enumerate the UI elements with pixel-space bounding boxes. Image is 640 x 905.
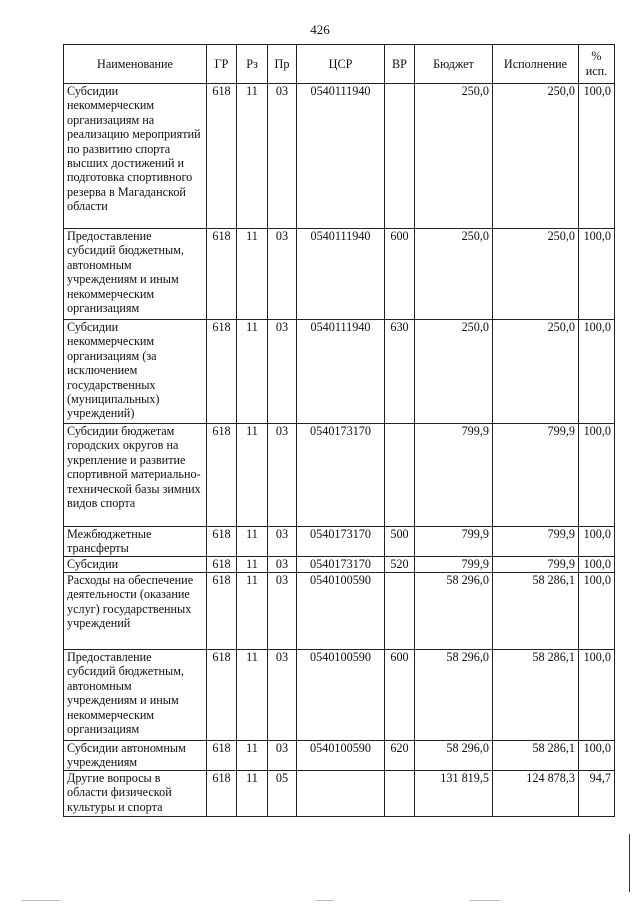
cell-gr: 618 (207, 741, 237, 771)
table-row (64, 527, 615, 557)
cell-execution: 799,9 (493, 527, 579, 557)
cell-gr: 618 (207, 527, 237, 557)
cell-budget: 131 819,5 (415, 771, 493, 817)
header-rz: Рз (237, 45, 268, 84)
cell-execution: 799,9 (493, 424, 579, 527)
cell-percent: 100,0 (579, 424, 615, 527)
cell-pr: 05 (268, 771, 297, 817)
cell-percent: 100,0 (579, 650, 615, 741)
table-row (64, 573, 615, 650)
cell-rz: 11 (237, 527, 268, 557)
cell-pr: 03 (268, 527, 297, 557)
cell-vr (385, 424, 415, 527)
cell-name: Субсидии автономным учреждениям (64, 741, 207, 771)
cell-budget: 799,9 (415, 557, 493, 573)
cell-name: Субсидии бюджетам городских округов на укрепление и развитие спортивной материально-технической базы зимних видов спорта (64, 424, 207, 527)
cell-execution: 250,0 (493, 229, 579, 320)
cell-percent: 100,0 (579, 573, 615, 650)
scan-edge-mark (629, 834, 630, 892)
scan-artifact-line (316, 900, 334, 901)
cell-pr: 03 (268, 229, 297, 320)
cell-budget: 250,0 (415, 229, 493, 320)
cell-gr: 618 (207, 573, 237, 650)
cell-pr: 03 (268, 557, 297, 573)
cell-name: Предоставление субсидий бюджетным, автономным учреждениям и иным некоммерческим организациям (64, 229, 207, 320)
cell-percent: 100,0 (579, 84, 615, 229)
cell-csr: 0540173170 (297, 527, 385, 557)
cell-csr: 0540173170 (297, 424, 385, 527)
cell-percent: 100,0 (579, 557, 615, 573)
cell-name: Предоставление субсидий бюджетным, автономным учреждениям и иным некоммерческим организациям (64, 650, 207, 741)
cell-gr: 618 (207, 557, 237, 573)
cell-budget: 799,9 (415, 527, 493, 557)
cell-csr: 0540100590 (297, 741, 385, 771)
cell-name: Субсидии некоммерческим организациям на реализацию мероприятий по развитию спорта высших достижений и подготовка спортивного резерва в Магаданской области (64, 84, 207, 229)
cell-budget: 799,9 (415, 424, 493, 527)
cell-rz: 11 (237, 229, 268, 320)
header-gr: ГР (207, 45, 237, 84)
cell-percent: 100,0 (579, 320, 615, 424)
header-name: Наименование (64, 45, 207, 84)
cell-csr: 0540111940 (297, 320, 385, 424)
cell-execution: 250,0 (493, 320, 579, 424)
cell-csr (297, 771, 385, 817)
cell-name: Другие вопросы в области физической культуры и спорта (64, 771, 207, 817)
cell-vr: 500 (385, 527, 415, 557)
cell-gr: 618 (207, 320, 237, 424)
cell-vr: 520 (385, 557, 415, 573)
cell-vr: 630 (385, 320, 415, 424)
cell-execution: 799,9 (493, 557, 579, 573)
cell-gr: 618 (207, 424, 237, 527)
header-execution: Исполнение (493, 45, 579, 84)
cell-gr: 618 (207, 650, 237, 741)
cell-gr: 618 (207, 771, 237, 817)
cell-vr: 620 (385, 741, 415, 771)
header-percent (579, 45, 615, 84)
table-row (64, 650, 615, 741)
table-row (64, 320, 615, 424)
cell-pr: 03 (268, 424, 297, 527)
cell-rz: 11 (237, 650, 268, 741)
cell-vr (385, 771, 415, 817)
table-row (64, 771, 615, 817)
cell-rz: 11 (237, 557, 268, 573)
cell-pr: 03 (268, 573, 297, 650)
cell-budget: 58 296,0 (415, 573, 493, 650)
cell-budget: 250,0 (415, 84, 493, 229)
scan-artifact-line (22, 900, 60, 901)
header-row (64, 45, 615, 84)
header-vr: ВР (385, 45, 415, 84)
cell-percent: 100,0 (579, 741, 615, 771)
cell-csr: 0540173170 (297, 557, 385, 573)
header-percent-label: исп. (585, 64, 608, 78)
header-budget: Бюджет (415, 45, 493, 84)
cell-name: Субсидии некоммерческим организациям (за исключением государственных (муниципальных) учреждений) (64, 320, 207, 424)
cell-gr: 618 (207, 229, 237, 320)
header-pr: Пр (268, 45, 297, 84)
cell-rz: 11 (237, 741, 268, 771)
table-row (64, 741, 615, 771)
header-csr: ЦСР (297, 45, 385, 84)
cell-name: Субсидии (64, 557, 207, 573)
cell-rz: 11 (237, 424, 268, 527)
cell-execution: 58 286,1 (493, 741, 579, 771)
cell-budget: 58 296,0 (415, 650, 493, 741)
cell-percent: 100,0 (579, 527, 615, 557)
cell-execution: 124 878,3 (493, 771, 579, 817)
cell-csr: 0540100590 (297, 573, 385, 650)
cell-name: Расходы на обеспечение деятельности (оказание услуг) государственных учреждений (64, 573, 207, 650)
cell-vr: 600 (385, 650, 415, 741)
budget-table (63, 44, 615, 817)
table-row (64, 229, 615, 320)
cell-rz: 11 (237, 573, 268, 650)
cell-pr: 03 (268, 650, 297, 741)
cell-rz: 11 (237, 771, 268, 817)
cell-pr: 03 (268, 84, 297, 229)
cell-vr (385, 573, 415, 650)
scan-artifact-line (470, 900, 500, 901)
cell-execution: 58 286,1 (493, 573, 579, 650)
cell-rz: 11 (237, 320, 268, 424)
cell-pr: 03 (268, 320, 297, 424)
cell-percent: 100,0 (579, 229, 615, 320)
cell-budget: 58 296,0 (415, 741, 493, 771)
cell-execution: 250,0 (493, 84, 579, 229)
cell-csr: 0540111940 (297, 229, 385, 320)
table-row (64, 557, 615, 573)
cell-budget: 250,0 (415, 320, 493, 424)
cell-rz: 11 (237, 84, 268, 229)
cell-execution: 58 286,1 (493, 650, 579, 741)
cell-percent: 94,7 (579, 771, 615, 817)
cell-pr: 03 (268, 741, 297, 771)
cell-csr: 0540111940 (297, 84, 385, 229)
cell-name: Межбюджетные трансферты (64, 527, 207, 557)
header-percent-symbol: % (591, 49, 602, 63)
cell-csr: 0540100590 (297, 650, 385, 741)
cell-vr: 600 (385, 229, 415, 320)
table-row (64, 84, 615, 229)
table-row (64, 424, 615, 527)
page-number: 426 (310, 22, 330, 37)
cell-vr (385, 84, 415, 229)
cell-gr: 618 (207, 84, 237, 229)
